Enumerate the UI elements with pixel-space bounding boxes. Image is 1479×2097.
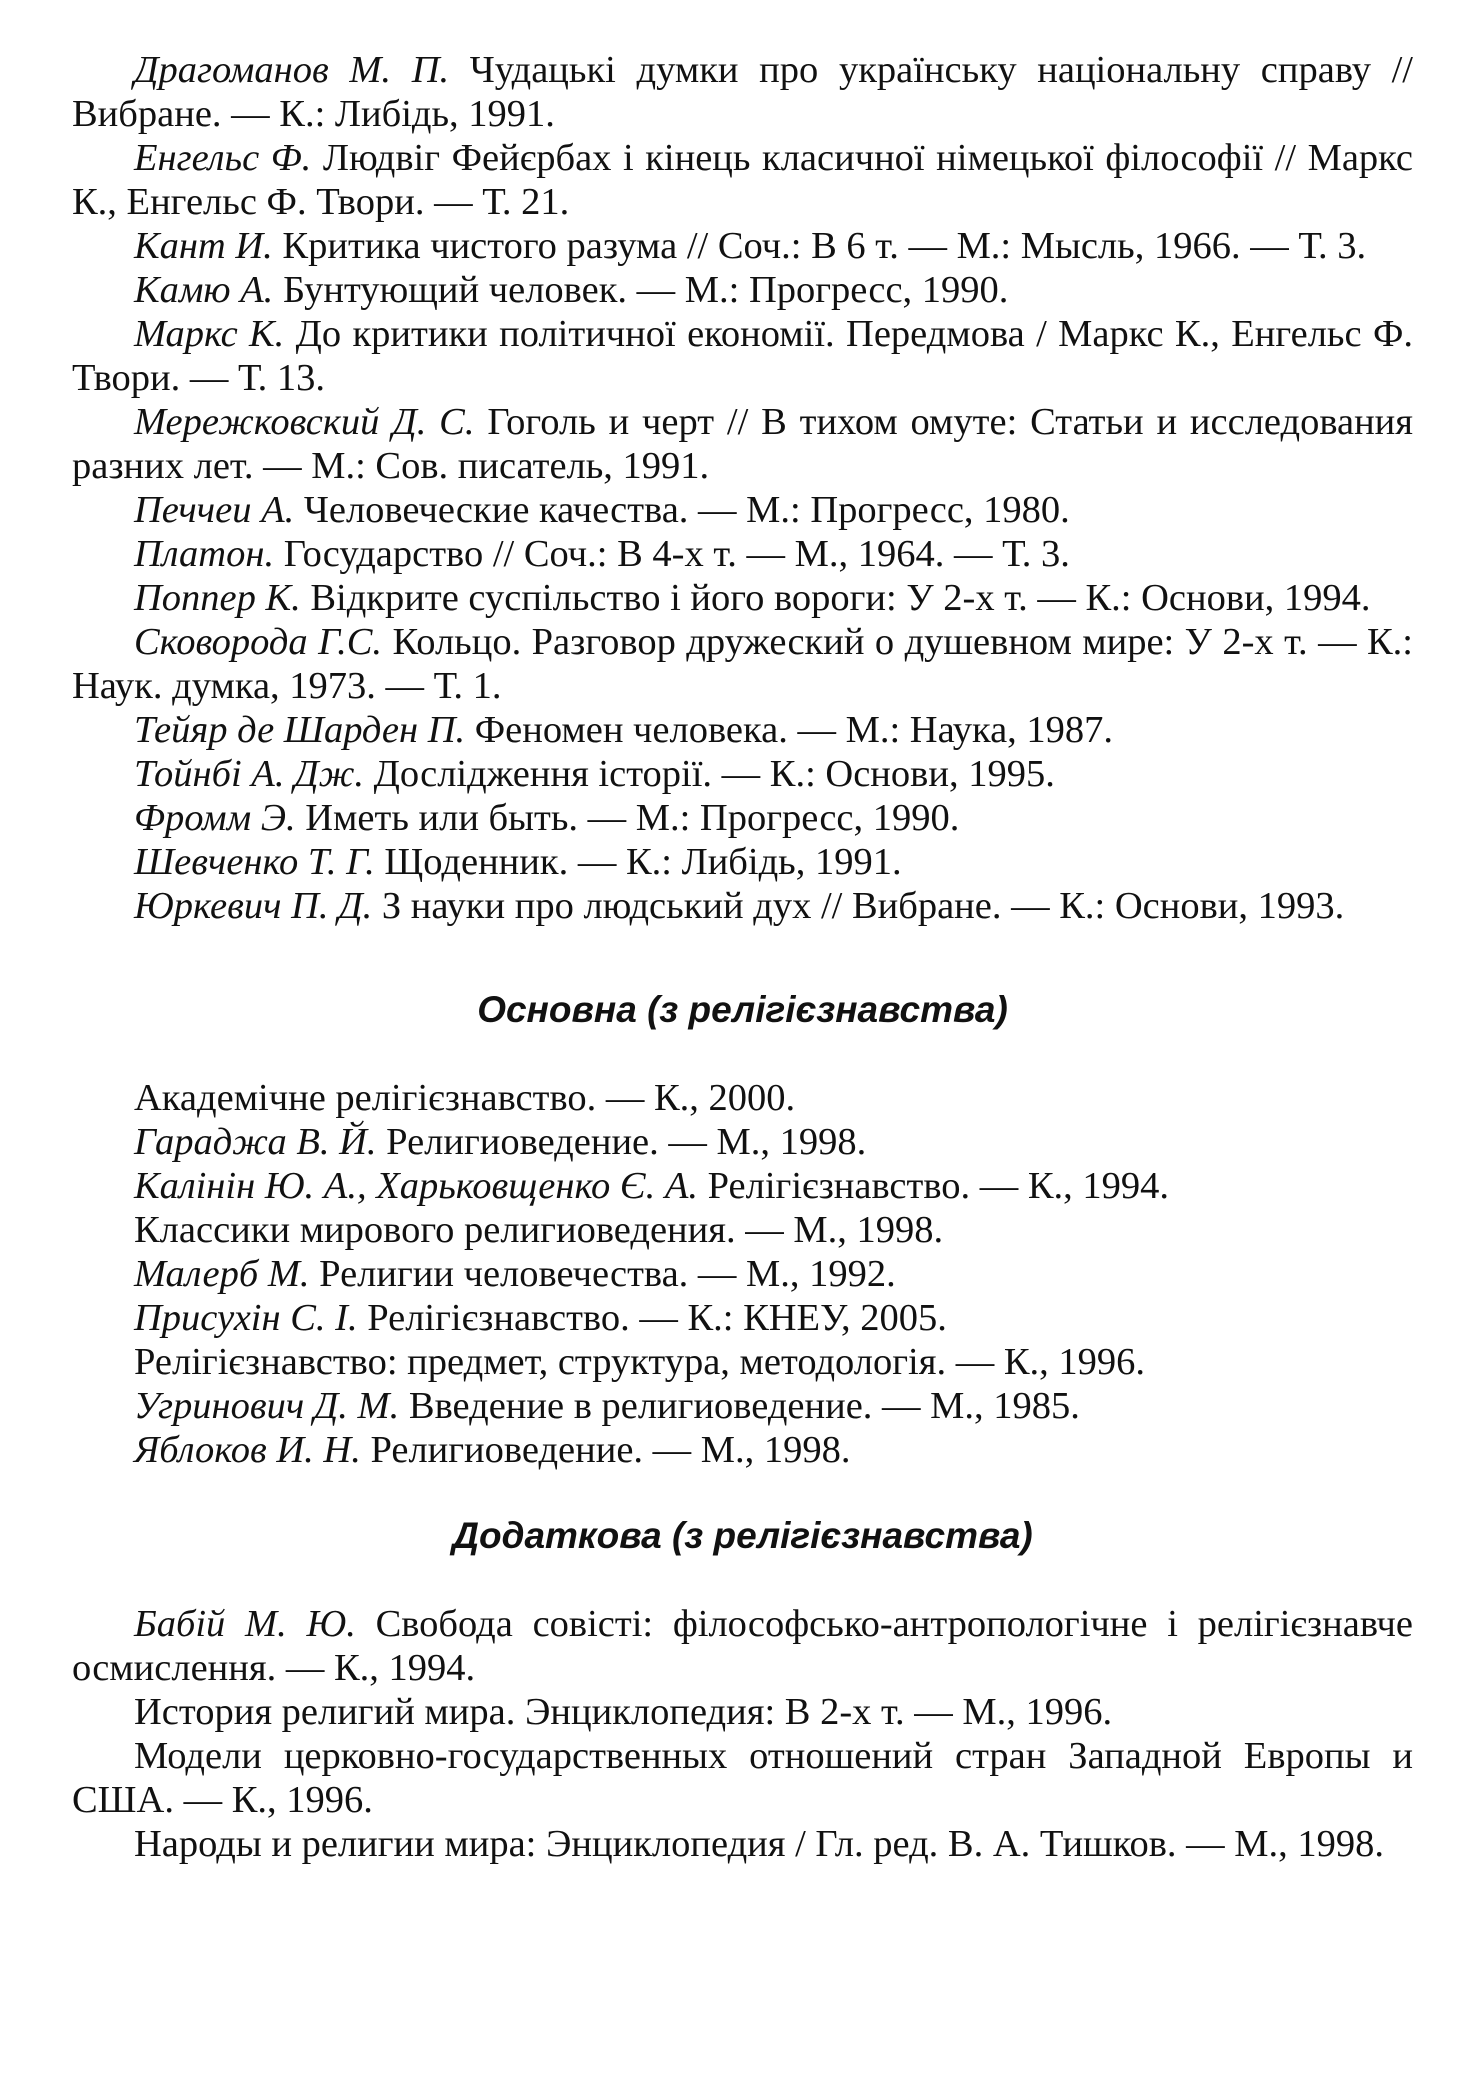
entry-text: Гоголь и черт // В тихом омуте: Статьи и исследования разних лет. — М.: Сов. писатель, 1991. [72,401,1413,487]
bibliography-entry [72,1428,1413,1472]
entry-author: Тойнбі А. Дж. [134,753,365,795]
bibliography-entry [72,1076,1413,1120]
entry-author: Печчеи А. [134,489,295,531]
bibliography-list-main [72,1076,1413,1472]
bibliography-entry [72,796,1413,840]
entry-author: Юркевич П. Д. [134,885,373,927]
bibliography-entry [72,576,1413,620]
bibliography-entry [72,136,1413,224]
entry-text: Бунтующий человек. — М.: Прогресс, 1990. [273,269,1009,311]
bibliography-entry [72,312,1413,400]
entry-text: Свобода совісті: філософсько-антропологічне і релігієзнавче осмислення. — К., 1994. [72,1603,1413,1689]
bibliography-entry [72,620,1413,708]
entry-author: Угринович Д. М. [134,1385,400,1427]
bibliography-entry [72,1690,1413,1734]
entry-author: Драгоманов М. П. [134,49,450,91]
entry-author: Бабій М. Ю. [134,1603,356,1645]
bibliography-entry [72,1164,1413,1208]
bibliography-entry [72,1602,1413,1690]
entry-text: Народы и религии мира: Энциклопедия / Гл. ред. В. А. Тишков. — М., 1998. [134,1823,1384,1865]
bibliography-entry [72,488,1413,532]
entry-author: Малерб М. [134,1253,310,1295]
entry-author: Присухін С. І. [134,1297,358,1339]
entry-text: Людвіг Фейєрбах і кінець класичної німецької філософії // Маркс К., Енгельс Ф. Твори. — Т. 21. [72,137,1413,223]
entry-text: Модели церковно-государственных отношений стран Западной Европы и США. — К., 1996. [72,1735,1413,1821]
entry-text: До критики політичної економії. Передмова / Маркс К., Енгельс Ф. Твори. — Т. 13. [72,313,1413,399]
entry-text: Религиоведение. — М., 1998. [360,1429,851,1471]
entry-text: Дослідження історії. — К.: Основи, 1995. [364,753,1055,795]
entry-text: Религии человечества. — М., 1992. [309,1253,896,1295]
entry-text: Иметь или быть. — М.: Прогресс, 1990. [295,797,960,839]
bibliography-entry [72,1252,1413,1296]
bibliography-entry [72,1822,1413,1866]
entry-author: Гараджа В. Й. [134,1121,377,1163]
entry-text: Классики мирового религиоведения. — М., 1998. [134,1209,944,1251]
entry-text: Государство // Соч.: В 4-х т. — М., 1964. — Т. 3. [274,533,1070,575]
entry-text: Кольцо. Разговор дружеский о душевном мире: У 2-х т. — К.: Наук. думка, 1973. — Т. 1. [72,621,1413,707]
entry-author: Шевченко Т. Г. [134,841,375,883]
bibliography-list [72,48,1413,928]
entry-text: З науки про людський дух // Вибране. — К.: Основи, 1993. [372,885,1345,927]
entry-author: Яблоков И. Н. [134,1429,361,1471]
bibliography-entry [72,1340,1413,1384]
bibliography-entry [72,884,1413,928]
entry-text: Щоденник. — К.: Либідь, 1991. [374,841,902,883]
entry-text: Чудацькі думки про українську національну справу // Вибране. — К.: Либідь, 1991. [72,49,1413,135]
entry-text: Релігієзнавство. — К.: КНЕУ, 2005. [357,1297,947,1339]
bibliography-entry [72,1296,1413,1340]
entry-author: Маркс К. [134,313,285,355]
entry-author: Тейяр де Шарден П. [134,709,466,751]
entry-text: Феномен человека. — М.: Наука, 1987. [465,709,1114,751]
entry-author: Сковорода Г.С. [134,621,383,663]
bibliography-entry [72,268,1413,312]
bibliography-entry [72,708,1413,752]
section-heading-main: Основна (з релігієзнавства) [477,989,1008,1030]
bibliography-entry [72,840,1413,884]
bibliography-entry [72,224,1413,268]
entry-text: Человеческие качества. — М.: Прогресс, 1980. [294,489,1070,531]
section-heading-additional: Додаткова (з релігієзнавства) [452,1515,1033,1556]
entry-author: Калінін Ю. А., Харьковщенко Є. А. [134,1165,699,1207]
entry-author: Енгельс Ф. [134,137,312,179]
bibliography-list-additional [72,1602,1413,1866]
entry-text: Критика чистого разума // Соч.: В 6 т. — М.: Мысль, 1966. — Т. 3. [272,225,1367,267]
bibliography-entry [72,752,1413,796]
bibliography-entry [72,1120,1413,1164]
entry-author: Фромм Э. [134,797,296,839]
bibliography-entry [72,1734,1413,1822]
entry-author: Кант И. [134,225,273,267]
entry-text: История религий мира. Энциклопедия: В 2-х т. — М., 1996. [134,1691,1113,1733]
entry-text: Релігієзнавство: предмет, структура, методологія. — К., 1996. [134,1341,1146,1383]
entry-author: Камю А. [134,269,274,311]
entry-text: Введение в религиоведение. — М., 1985. [399,1385,1080,1427]
bibliography-entry [72,532,1413,576]
bibliography-entry [72,1384,1413,1428]
bibliography-entry [72,48,1413,136]
entry-text: Відкрите суспільство і його вороги: У 2-х т. — К.: Основи, 1994. [300,577,1371,619]
entry-author: Платон. [134,533,275,575]
entry-text: Религиоведение. — М., 1998. [376,1121,867,1163]
entry-text: Академічне релігієзнавство. — К., 2000. [134,1077,796,1119]
entry-author: Поппер К. [134,577,301,619]
entry-author: Мережковский Д. С. [134,401,475,443]
bibliography-entry [72,1208,1413,1252]
entry-text: Релігієзнавство. — К., 1994. [698,1165,1170,1207]
bibliography-entry [72,400,1413,488]
